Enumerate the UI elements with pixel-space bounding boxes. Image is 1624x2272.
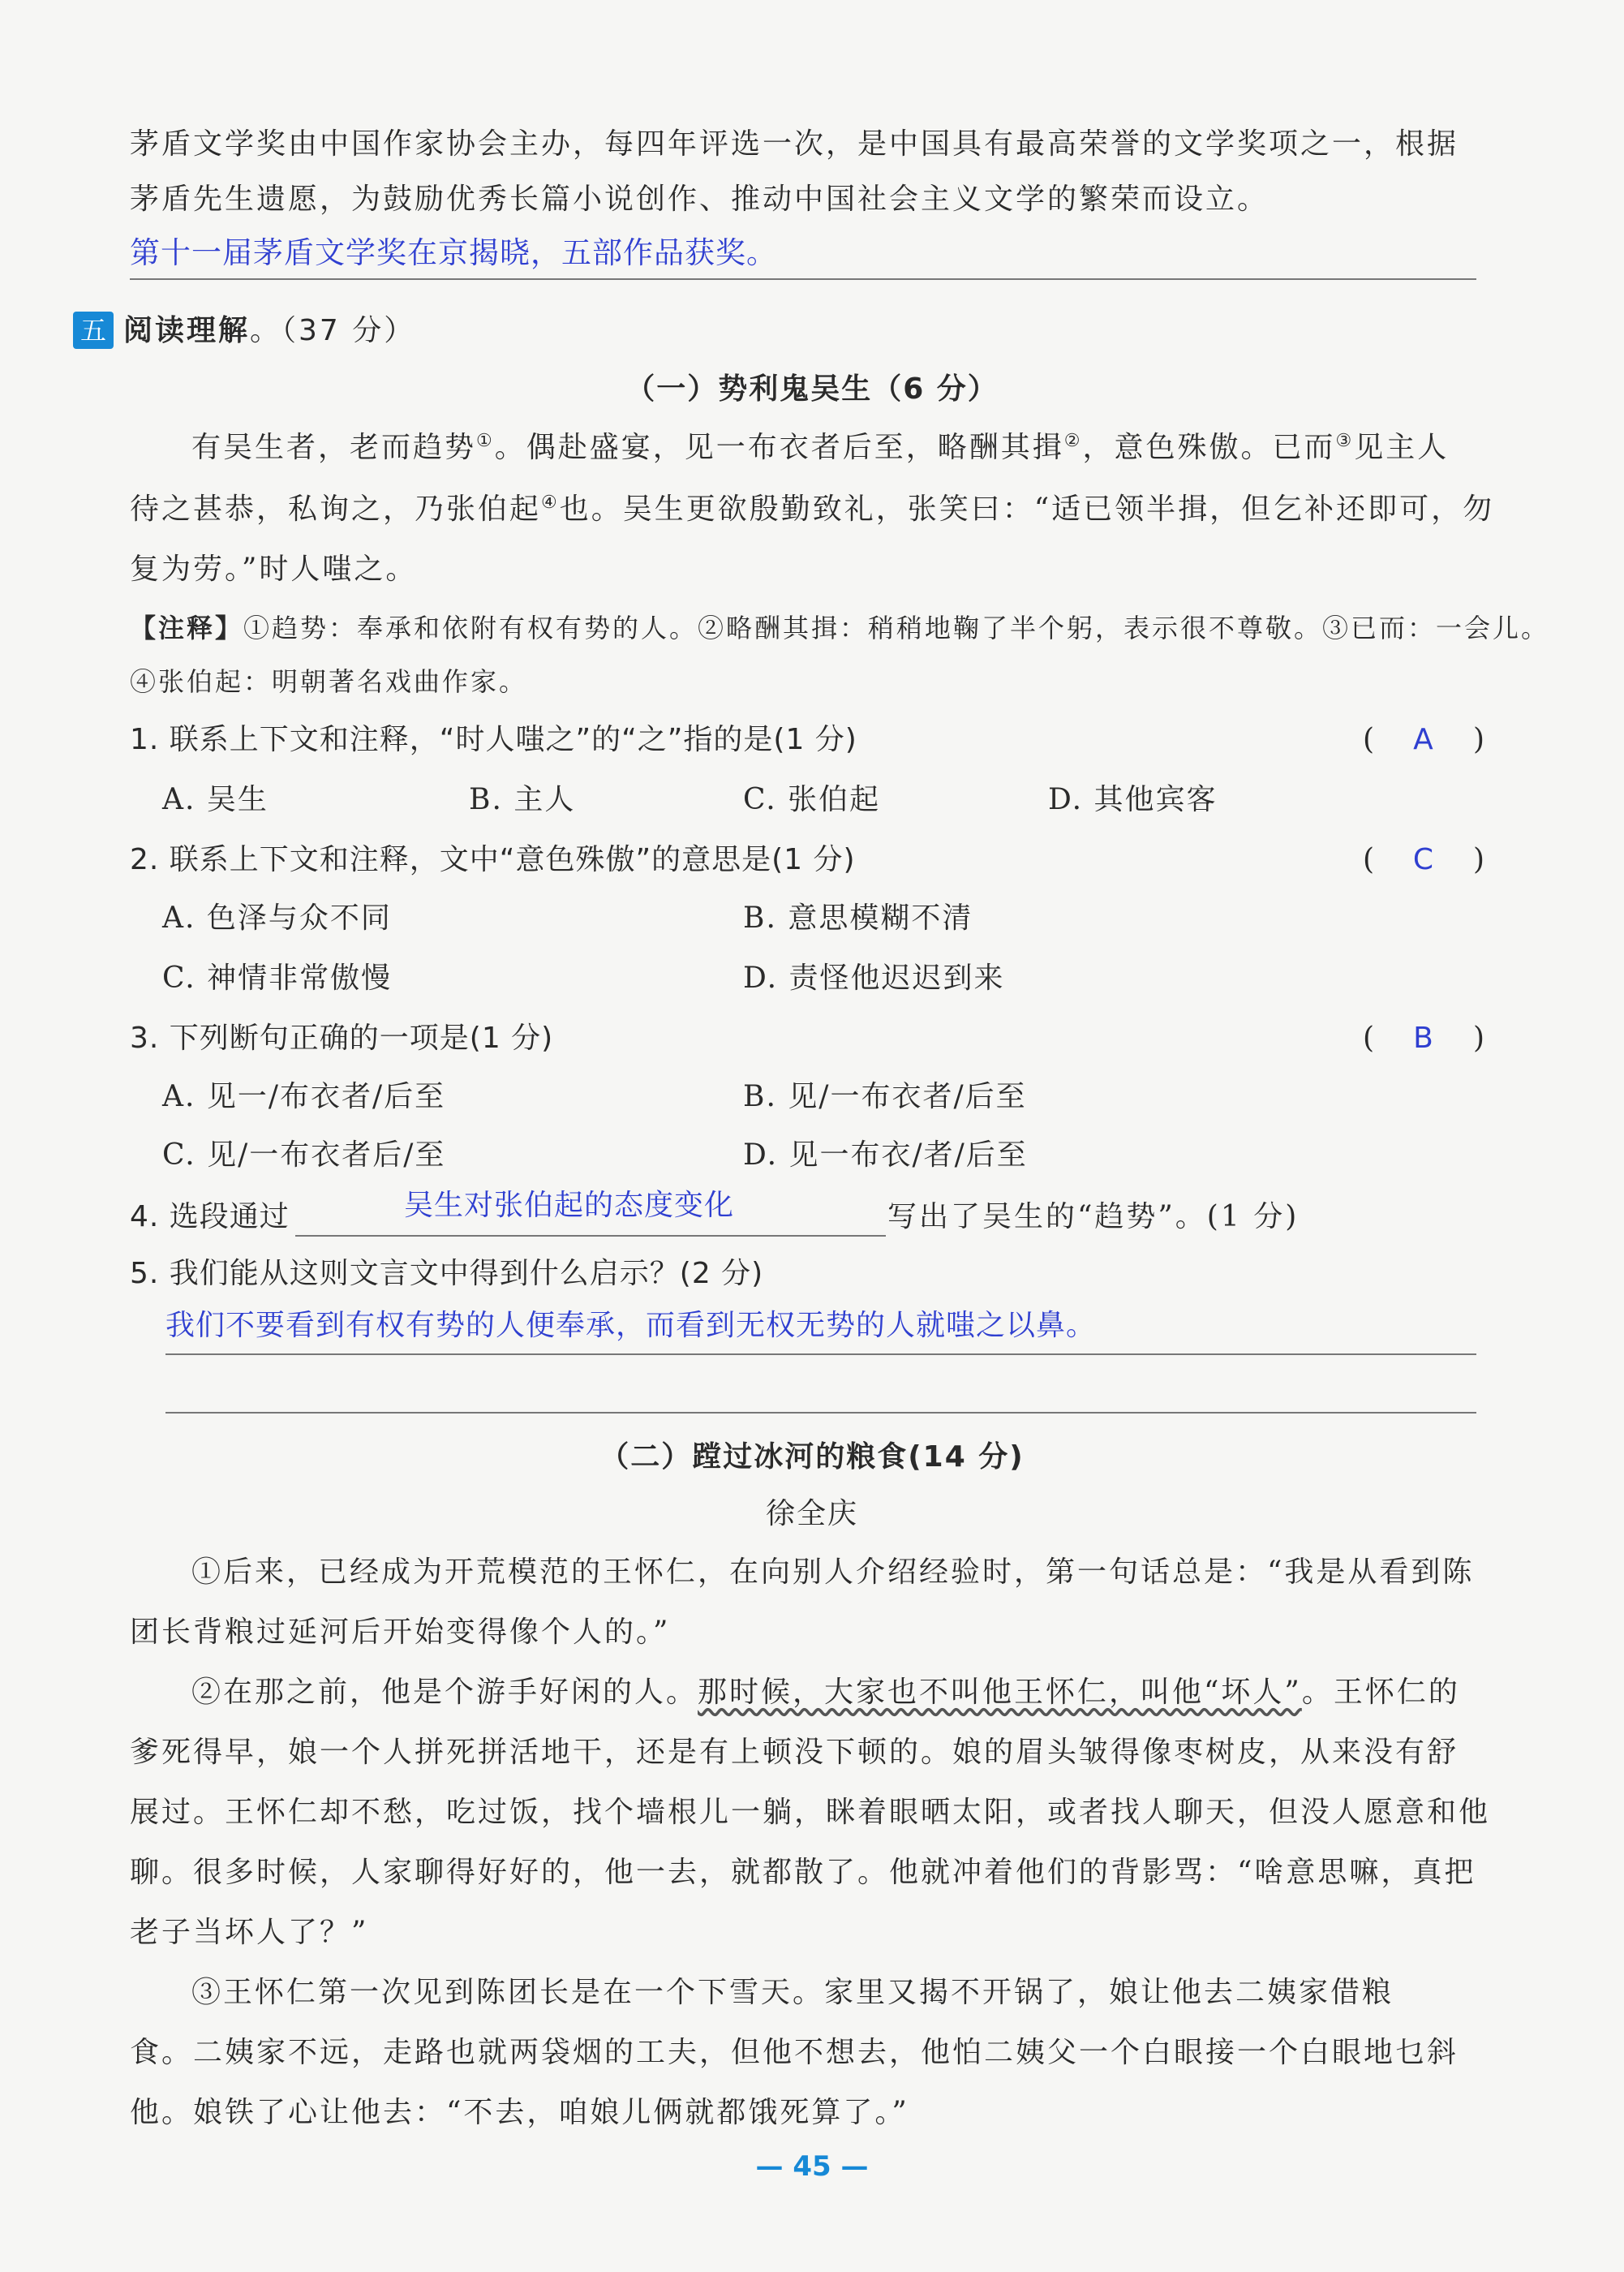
p1-text-b: 。偶赴盛宴，见一布衣者后至，略酬其揖 [494,431,1064,464]
passage2-author: 徐全庆 [765,1497,858,1530]
q2-option-d: D. 责怪他迟迟到来 [743,962,1005,995]
q2-answer-bracket [1363,839,1484,881]
q4-prefix: 4. 选段通过 [130,1200,290,1233]
q4-suffix: 写出了吴生的“趋势”。(1 分) [887,1200,1300,1233]
passage2-line-10: 他。娘铁了心让他去：“不去，咱娘儿俩就都饿死算了。” [130,2096,909,2129]
q3-option-c: C. 见/一布衣者后/至 [162,1138,446,1172]
q3-answer: B [1413,1022,1434,1055]
intro-line-2: 茅盾先生遗愿，为鼓励优秀长篇小说创作、推动中国社会主义文学的繁荣而设立。 [130,183,1270,216]
q3-option-a: A. 见一/布衣者/后至 [162,1080,446,1113]
q5-answer: 我们不要看到有权有势的人便奉承，而看到无权无势的人就嗤之以鼻。 [165,1309,1097,1342]
note-ref-2: ② [1063,431,1083,451]
passage2-line-8: ③王怀仁第一次见到陈团长是在一个下雪天。家里又揭不开锅了，娘让他去二姨家借粮 [191,1976,1394,2009]
q4-blank-line [295,1235,886,1237]
bracket-open: ( [1363,723,1375,756]
q2-option-c: C. 神情非常傲慢 [162,962,393,995]
page-number: — 45 — [755,2150,869,2183]
note-ref-3: ③ [1335,431,1355,451]
p1-text-c: ，意色殊傲。已而 [1082,431,1336,464]
q4-answer: 吴生对张伯起的态度变化 [404,1189,735,1222]
passage2-line-6: 聊。很多时候，人家聊得好好的，他一去，就都散了。他就冲着他们的背影骂：“啥意思嘛，真把 [130,1856,1476,1889]
intro-line-1: 茅盾文学奖由中国作家协会主办，每四年评选一次，是中国具有最高荣誉的文学奖项之一，根据 [130,127,1459,161]
q3-option-b: B. 见/一布衣者/后至 [743,1080,1027,1113]
annotation-line-2: ④张伯起：明朝著名戏曲作家。 [130,666,528,697]
intro-answer: 第十一届茅盾文学奖在京揭晓，五部作品获奖。 [130,235,777,270]
q2-option-b: B. 意思模糊不清 [743,901,973,935]
section-heading [123,310,415,352]
section-badge: 五 [73,312,114,349]
passage2-line-5: 展过。王怀仁却不愁，吃过饭，找个墙根儿一躺，眯着眼晒太阳，或者找人聊天，但没人愿意和他 [130,1796,1491,1829]
q1-answer-bracket [1363,719,1484,761]
q5-answer-line-2 [165,1412,1476,1414]
q5-answer-line-1 [165,1353,1476,1355]
p1-text-d: 见主人 [1354,431,1450,464]
annotation-line-1 [130,607,1549,649]
q1-stem: 1. 联系上下文和注释，“时人嗤之”的“之”指的是(1 分) [130,723,857,756]
passage1-line-3: 复为劳。”时人嗤之。 [130,553,418,586]
note-ref-4: ④ [541,493,560,513]
q3-option-d: D. 见一布衣/者/后至 [743,1138,1028,1172]
bracket-close: ) [1472,1022,1484,1055]
p2-text-b: 。王怀仁的 [1301,1676,1460,1709]
passage2-line-4: 爹死得早，娘一个人拼死拼活地干，还是有上顿没下顿的。娘的眉头皱得像枣树皮，从来没有舒 [130,1736,1459,1769]
bracket-close: ) [1472,723,1484,756]
q1-option-a: A. 吴生 [162,783,269,816]
section-points: 。（37 分） [250,314,416,347]
p1-text-a: 有吴生者，老而趋势 [191,431,477,464]
q2-answer: C [1412,843,1435,876]
passage2-line-7: 老子当坏人了？” [130,1916,369,1949]
annotation-text-1: ①趋势：奉承和依附有权有势的人。②略酬其揖：稍稍地鞠了半个躬，表示很不尊敬。③已而：一会儿。 [243,613,1550,643]
p1-text-f: 也。吴生更欲殷勤致礼，张笑曰：“适已领半揖，但乞补还即可，勿 [559,493,1495,526]
p2-text-a: ②在那之前，他是个游手好闲的人。 [191,1676,698,1709]
passage2-line-1: ①后来，已经成为开荒模范的王怀仁，在向别人介绍经验时，第一句话总是：“我是从看到陈 [191,1556,1475,1589]
q1-answer: A [1413,723,1434,756]
annotation-label: 【注释】 [130,613,244,643]
bracket-open: ( [1363,843,1375,876]
note-ref-1: ① [476,431,495,451]
answer-rule [130,278,1476,280]
section-title: 阅读理解 [123,314,251,347]
p2-wavy-underlined: 那时候，大家也不叫他王怀仁，叫他“坏人” [698,1676,1302,1709]
q2-stem: 2. 联系上下文和注释，文中“意色殊傲”的意思是(1 分) [130,843,856,876]
p1-text-e: 待之甚恭，私询之，乃张伯起 [130,493,542,526]
q3-answer-bracket [1363,1018,1484,1060]
passage2-line-9: 食。二姨家不远，走路也就两袋烟的工夫，但他不想去，他怕二姨父一个白眼接一个白眼地乜斜 [130,2036,1459,2069]
passage1-line-1 [191,427,1449,469]
q5-stem: 5. 我们能从这则文言文中得到什么启示？(2 分) [130,1257,764,1290]
passage1-line-2 [130,488,1494,531]
passage2-line-3 [191,1672,1460,1714]
passage2-line-2: 团长背粮过延河后开始变得像个人的。” [130,1616,671,1649]
q3-stem: 3. 下列断句正确的一项是(1 分) [130,1022,554,1055]
passage1-title: （一）势利鬼吴生（6 分） [625,372,999,406]
q2-option-a: A. 色泽与众不同 [162,901,392,935]
passage2-title: （二）蹚过冰河的粮食(14 分) [599,1440,1025,1474]
bracket-open: ( [1363,1022,1375,1055]
q1-option-c: C. 张伯起 [743,783,881,816]
q1-option-b: B. 主人 [469,783,576,816]
bracket-close: ) [1472,843,1484,876]
q1-option-d: D. 其他宾客 [1048,783,1218,816]
